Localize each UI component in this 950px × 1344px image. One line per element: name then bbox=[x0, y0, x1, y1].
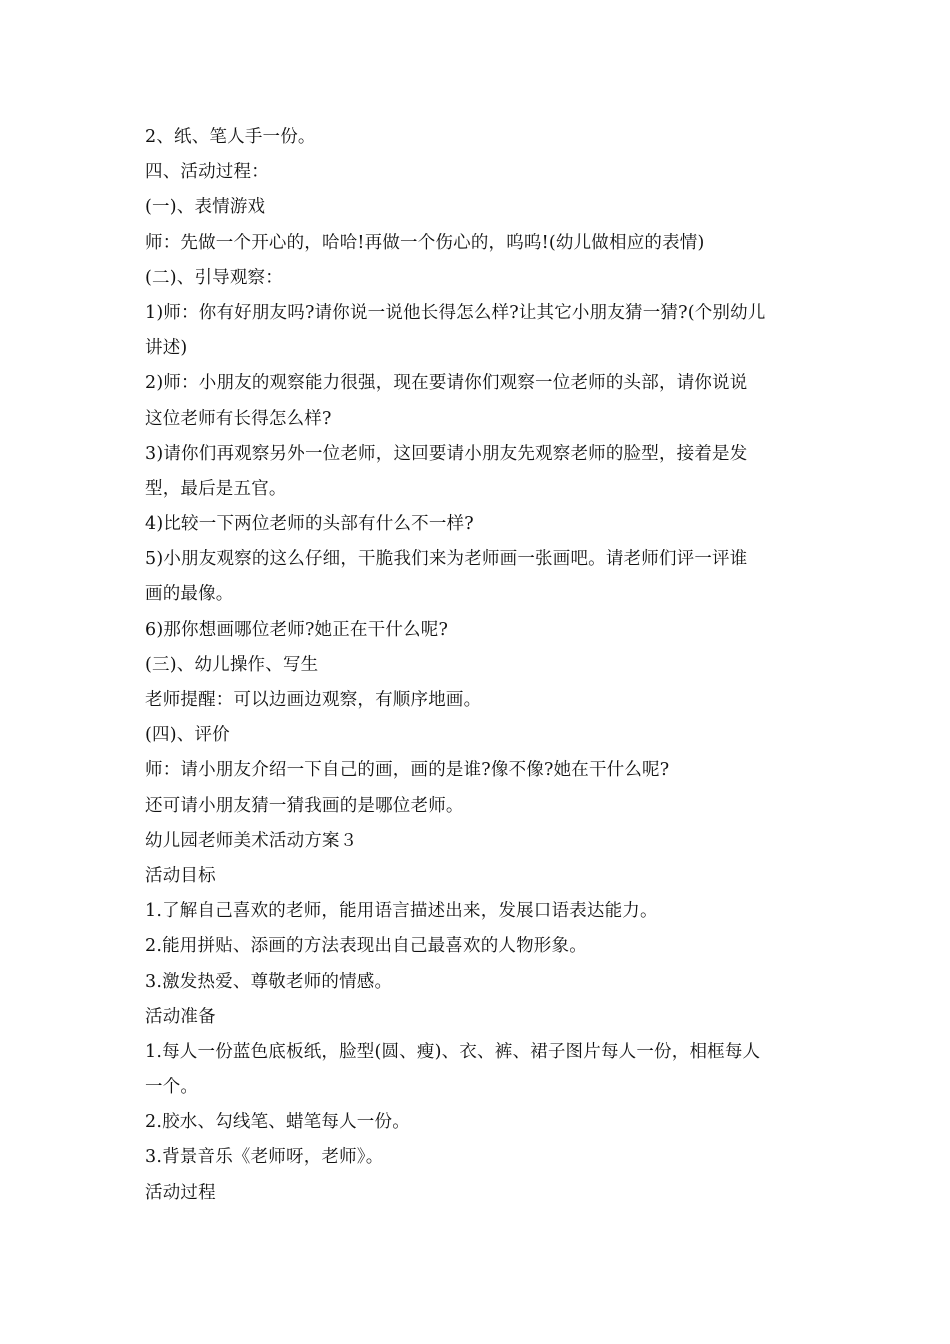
paragraph bbox=[145, 1035, 813, 1105]
list-item: 3.背景音乐《老师呀，老师》。 bbox=[145, 1147, 384, 1168]
section-heading: 四、活动过程： bbox=[145, 162, 269, 183]
text-line: 这位老师有长得怎么样? bbox=[145, 408, 332, 429]
subsection-heading: (二)、引导观察： bbox=[145, 267, 283, 288]
text-line: 5)小朋友观察的这么仔细，干脆我们来为老师画一张画吧。请老师们评一评谁 bbox=[145, 549, 748, 570]
text-line: 画的最像。 bbox=[145, 584, 234, 605]
text-line: 型，最后是五官。 bbox=[145, 478, 287, 499]
section-heading: 活动过程 bbox=[145, 1182, 216, 1203]
subsection-heading: (三)、幼儿操作、写生 bbox=[145, 654, 319, 675]
paragraph bbox=[145, 542, 813, 612]
subsection-heading: (一)、表情游戏 bbox=[145, 197, 266, 218]
text-line: 2、纸、笔人手一份。 bbox=[145, 127, 316, 147]
section-heading: 活动目标 bbox=[145, 865, 216, 886]
subsection-heading: (四)、评价 bbox=[145, 725, 230, 746]
text-line: 1)师：你有好朋友吗?请你说一说他长得怎么样?让其它小朋友猜一猜?(个别幼儿 bbox=[145, 302, 766, 323]
text-line: 一个。 bbox=[145, 1077, 199, 1098]
paragraph bbox=[145, 296, 813, 366]
document-page bbox=[145, 120, 813, 1211]
paragraph bbox=[145, 437, 813, 507]
text-line: 2)师：小朋友的观察能力很强，现在要请你们观察一位老师的头部，请你说说 bbox=[145, 373, 748, 394]
text-line: 讲述) bbox=[145, 338, 188, 359]
text-line: 师：请小朋友介绍一下自己的画，画的是谁?像不像?她在干什么呢? bbox=[145, 760, 670, 781]
section-heading: 活动准备 bbox=[145, 1006, 216, 1027]
text-line: 还可请小朋友猜一猜我画的是哪位老师。 bbox=[145, 795, 464, 816]
text-line: 4)比较一下两位老师的头部有什么不一样? bbox=[145, 514, 474, 535]
list-item: 1.了解自己喜欢的老师，能用语言描述出来，发展口语表达能力。 bbox=[145, 901, 658, 922]
paragraph bbox=[145, 366, 813, 436]
document-section-title: 幼儿园老师美术活动方案３ bbox=[145, 830, 358, 851]
list-item: 2.能用拼贴、添画的方法表现出自己最喜欢的人物形象。 bbox=[145, 936, 587, 957]
list-item: 2.胶水、勾线笔、蜡笔每人一份。 bbox=[145, 1112, 410, 1133]
text-line: 3)请你们再观察另外一位老师，这回要请小朋友先观察老师的脸型，接着是发 bbox=[145, 443, 748, 464]
text-line: 师：先做一个开心的，哈哈!再做一个伤心的，呜呜!(幼儿做相应的表情) bbox=[145, 232, 705, 253]
text-line: 老师提醒：可以边画边观察，有顺序地画。 bbox=[145, 690, 482, 710]
list-item: 1.每人一份蓝色底板纸，脸型(圆、瘦)、衣、裤、裙子图片每人一份，相框每人 bbox=[145, 1041, 761, 1062]
text-line: 6)那你想画哪位老师?她正在干什么呢? bbox=[145, 619, 449, 640]
list-item: 3.激发热爱、尊敬老师的情感。 bbox=[145, 971, 393, 992]
